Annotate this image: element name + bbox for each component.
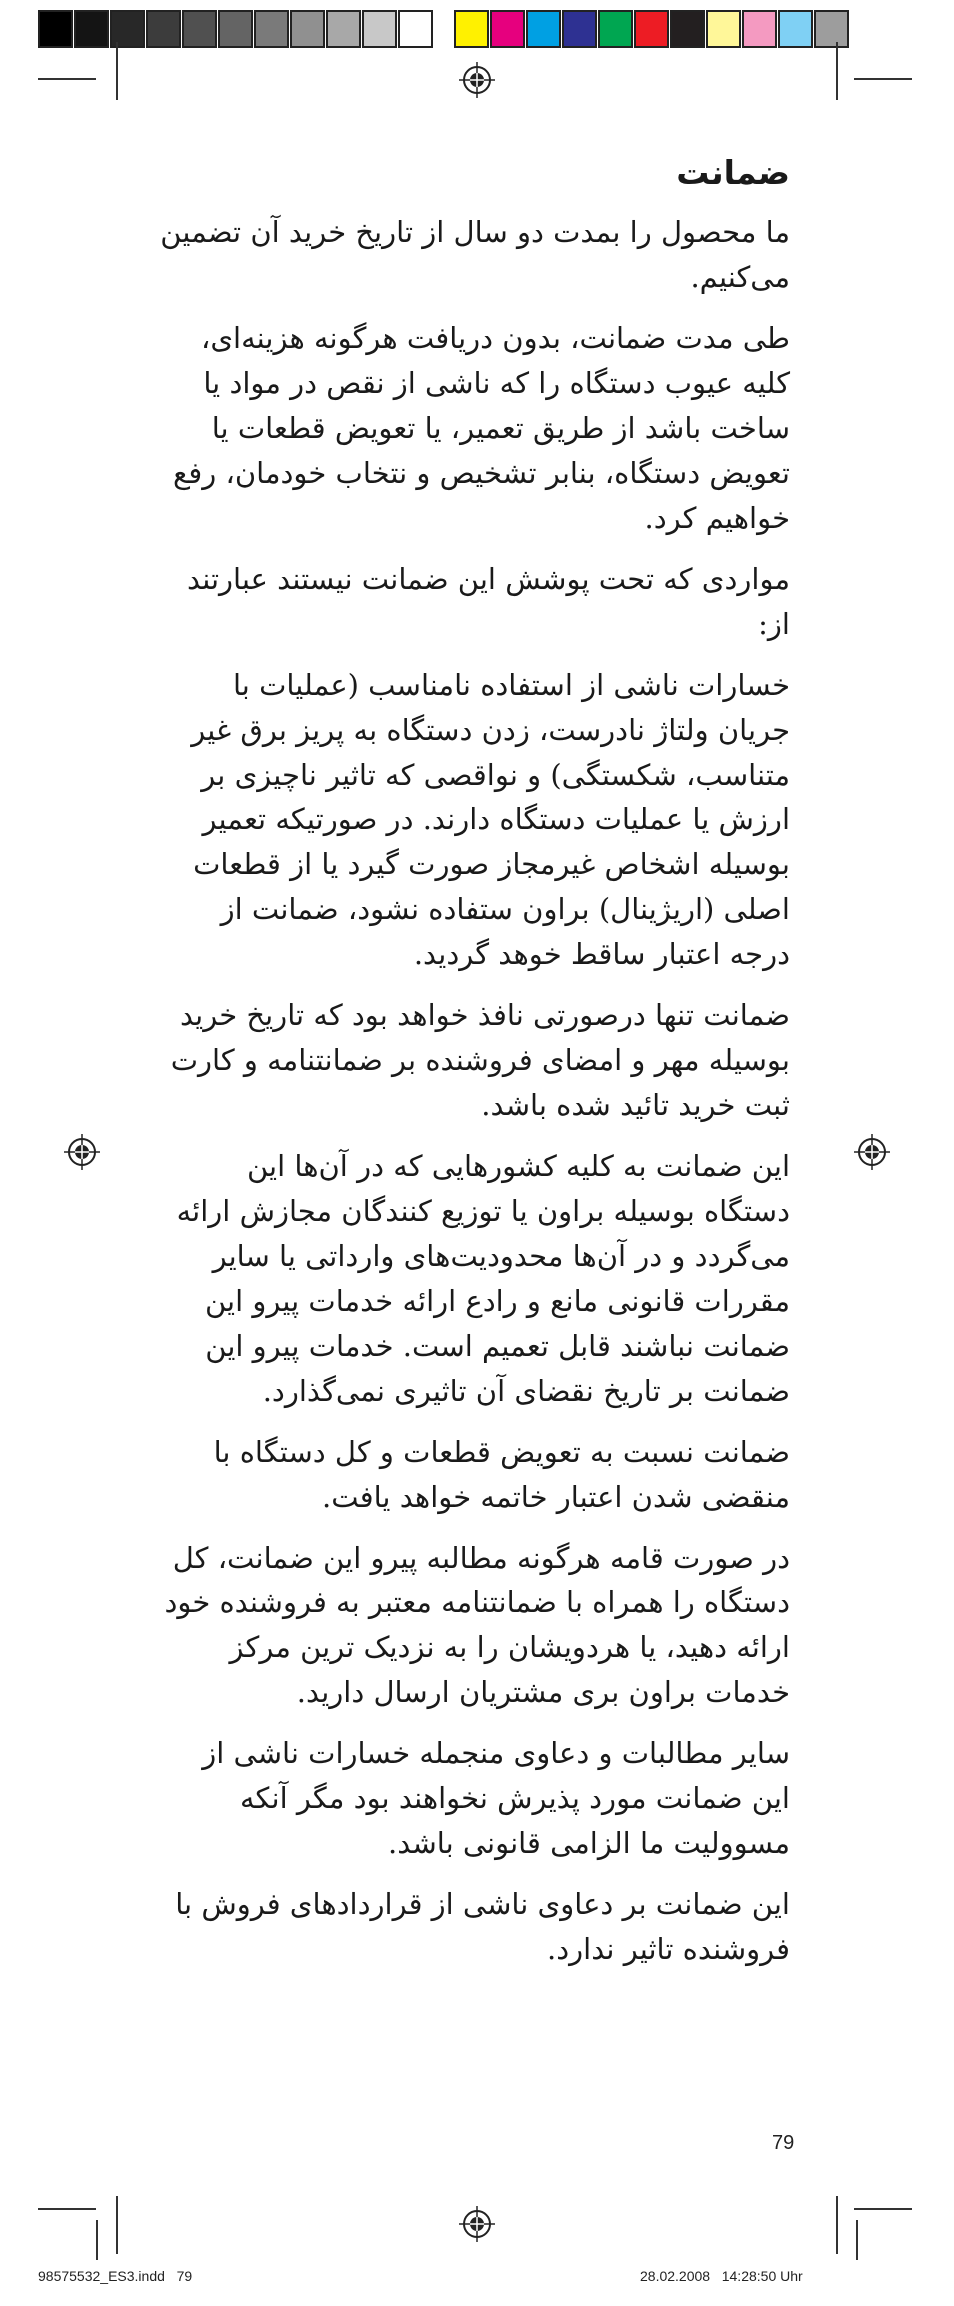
crop-mark xyxy=(836,42,838,100)
paragraph: این ضمانت به کلیه کشورهایی که در آن‌ها این دستگاه بوسیله براون یا توزیع کنندگان مجازش ارائه می‌گردد و در آن‌ها محدودیت‌های وارداتی یا سایر مقررات قانونی مانع و رادع ارائه خدمات پیرو این ضمانت نباشند قابل تعمیم است. خدمات پیرو این ضمانت بر تاریخ نقضای آن تاثیری نمی‌گذارد. xyxy=(176,1149,790,1408)
paragraph: ضمانت تنها درصورتی نافذ خواهد بود که تاریخ خرید بوسیله مهر و امضای فروشنده بر ضمانتنامه و کارت ثبت خرید تائید شده باشد. xyxy=(170,998,790,1123)
paragraph: این ضمانت بر دعاوی ناشی از قراردادهای فروش با فروشنده تاثیر ندارد. xyxy=(175,1887,790,1966)
color-swatch xyxy=(598,10,633,48)
crop-mark xyxy=(116,42,118,100)
color-swatch xyxy=(38,10,73,48)
paragraph: سایر مطالبات و دعاوی منجمله خسارات ناشی از این ضمانت مورد پذیرش نخواهند بود مگر آنکه مسوولیت ما الزامی قانونی باشد. xyxy=(202,1736,790,1861)
color-swatch xyxy=(454,10,489,48)
color-swatch xyxy=(490,10,525,48)
color-calibration-bar xyxy=(38,10,850,52)
registration-mark-icon xyxy=(459,2206,495,2242)
crop-mark xyxy=(854,78,912,80)
crop-mark xyxy=(836,2196,838,2254)
registration-mark-icon xyxy=(459,62,495,98)
page-number: 79 xyxy=(772,2132,795,2154)
color-swatch xyxy=(526,10,561,48)
swatch-gap xyxy=(434,10,454,52)
paragraph: ما محصول را بمدت دو سال از تاریخ خرید آن تضمین می‌کنیم. xyxy=(160,215,790,295)
color-swatch xyxy=(74,10,109,48)
color-swatch xyxy=(670,10,705,48)
registration-mark-icon xyxy=(854,1134,890,1170)
color-swatch xyxy=(814,10,849,48)
color-swatch xyxy=(778,10,813,48)
crop-mark xyxy=(856,2220,858,2260)
color-swatch xyxy=(326,10,361,48)
paragraph: طی مدت ضمانت، بدون دریافت هرگونه هزینه‌ای، کلیه عیوب دستگاه را که ناشی از نقص در مواد یا ساخت باشد از طریق تعمیر، یا تعویض قطعات یا تعویض دستگاه، بنابر تشخیص و نتخاب خودمان، رفع خواهیم کرد. xyxy=(172,321,790,535)
color-swatch xyxy=(254,10,289,48)
color-swatch xyxy=(146,10,181,48)
footer-timestamp: 28.02.2008 14:28:50 Uhr xyxy=(640,2268,803,2284)
registration-mark-icon xyxy=(64,1134,100,1170)
color-swatch xyxy=(362,10,397,48)
color-swatch xyxy=(182,10,217,48)
crop-mark xyxy=(116,2196,118,2254)
crop-mark xyxy=(38,78,96,80)
crop-mark xyxy=(38,2208,96,2210)
paragraph: ضمانت نسبت به تعویض قطعات و کل دستگاه با منقضی شدن اعتبار خاتمه خواهد یافت. xyxy=(213,1434,790,1514)
paragraph: در صورت قامه هرگونه مطالبه پیرو این ضمانت، کل دستگاه را همراه با ضمانتنامه معتبر به فروشنده خود ارائه دهید، یا هردویشان را به نزدیک ترین مرکز خدمات براون بری مشتریان ارسال دارید. xyxy=(164,1540,790,1710)
page-title: ضمانت xyxy=(676,153,790,192)
warranty-section xyxy=(160,150,790,1988)
crop-mark xyxy=(96,2220,98,2260)
color-swatch xyxy=(706,10,741,48)
paragraph: خسارات ناشی از استفاده نامناسب (عملیات با جریان ولتاژ نادرست، زدن دستگاه به پریز برق غیر متناسب، شکستگی) و نواقصی که تاثیر ناچیزی بر ارزش یا عملیات دستگاه دارند. در صورتیکه تعمیر بوسیله اشخاص غیرمجاز صورت گیرد یا از قطعات اصلی (اریژینال) براون ستفاده نشود، ضمانت از درجه اعتبار ساقط خوهد گردید. xyxy=(191,667,790,972)
paragraph: مواردی که تحت پوشش این ضمانت نیستند عبارتند از: xyxy=(187,561,790,641)
color-swatch xyxy=(742,10,777,48)
color-swatch xyxy=(398,10,433,48)
color-swatch xyxy=(562,10,597,48)
crop-mark xyxy=(854,2208,912,2210)
footer-file-info: 98575532_ES3.indd 79 xyxy=(38,2268,193,2284)
color-swatch xyxy=(218,10,253,48)
color-swatch xyxy=(634,10,669,48)
color-swatch xyxy=(290,10,325,48)
